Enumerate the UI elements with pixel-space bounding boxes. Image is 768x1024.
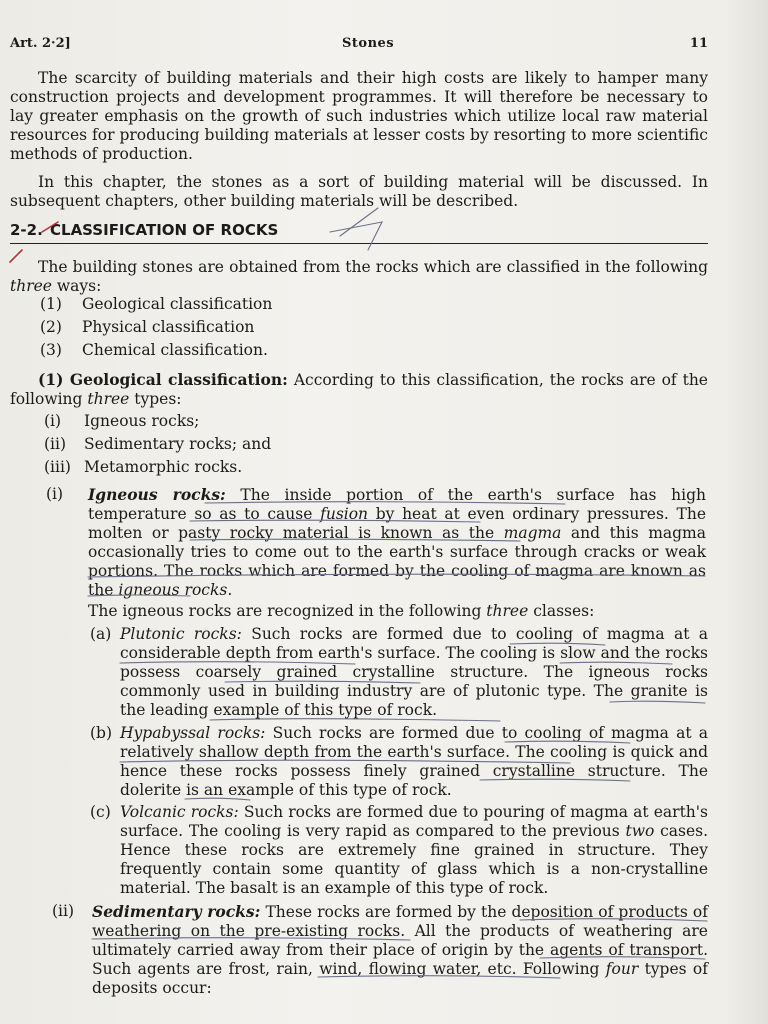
- pencil-underline: [88, 574, 705, 577]
- pencil-underline: [225, 681, 420, 683]
- pencil-underline: [205, 502, 565, 504]
- volcanic-paragraph: Volcanic rocks: Such rocks are formed due to pouring of magma at earth's surface. The cooling is very rapid as compared to the previous two cases. Hence these rocks are extremely fine grained in structure. They frequently contain some quantity of glass which is a non-crystalline material. The basalt is an example of this type of rock.: [120, 803, 708, 897]
- list-item: (i) Igneous rocks;: [44, 412, 200, 430]
- section-number: 2-2.: [10, 221, 43, 239]
- intro-paragraph-1: The scarcity of building materials and their high costs are likely to hamper many construction projects and development programmes. It will therefore be necessary to lay greater emphasis on the growth of such industries which utilize local raw material resources for producing building materials at lesser costs by resorting to more scientific methods of production.: [10, 69, 708, 163]
- red-check-mark: [10, 250, 22, 262]
- igneous-classes-intro: The igneous rocks are recognized in the following three classes:: [88, 602, 595, 620]
- list-item: (iii) Metamorphic rocks.: [44, 458, 243, 476]
- pencil-underlines: [88, 208, 707, 978]
- pencil-underline: [88, 595, 190, 596]
- pencil-underline: [92, 938, 410, 940]
- pencil-underline: [505, 741, 630, 743]
- igneous-number: (i): [46, 485, 64, 503]
- pencil-underline: [185, 798, 250, 800]
- pencil-underline: [210, 719, 500, 721]
- geological-paragraph: (1) Geological classification: According to this classification, the rocks are of the following three types:: [10, 370, 708, 408]
- plutonic-paragraph: Plutonic rocks: Such rocks are formed due to cooling of magma at a considerable depth from earth's surface. The cooling is slow and the rocks possess coarsely grained crystalline structure. The igneous rocks commonly used in building industry are of plutonic type. The granite is the leading example of this type of rock.: [120, 625, 708, 719]
- pencil-arrow-line: [340, 208, 378, 236]
- section-title: CLASSIFICATION OF ROCKS: [50, 221, 279, 239]
- header-chapter: Stones: [342, 36, 395, 51]
- list-item: (3) Chemical classification.: [40, 341, 268, 359]
- intro-paragraph-2: In this chapter, the stones as a sort of building material will be discussed. In subsequent chapters, other building materials will be described.: [10, 173, 708, 210]
- pencil-underline: [480, 779, 630, 781]
- pencil-arrow-head: [330, 222, 382, 250]
- sedimentary-number: (ii): [52, 902, 75, 920]
- hypabyssal-paragraph: Hypabyssal rocks: Such rocks are formed due to cooling of magma at a relatively shallow depth from the earth's surface. The cooling is quick and hence these rocks possess finely grained crystalline structure. The dolerite is an example of this type of rock.: [120, 724, 708, 799]
- classification-intro: The building stones are obtained from the rocks which are classified in the following three ways:: [10, 258, 708, 295]
- class-number: (b): [90, 724, 113, 742]
- igneous-paragraph: Igneous rocks: The inside portion of the earth's surface has high temperature so as to cause fusion by heat at even ordinary pressures. The molten or pasty rocky material is known as the magma and this magma occasionally tries to come out to the earth's surface through cracks or weak portions. The rocks which are formed by the cooling of magma are known as the igneous rocks.: [88, 485, 706, 599]
- page-number: 11: [689, 36, 708, 51]
- list-item: (ii) Sedimentary rocks; and: [44, 435, 272, 453]
- pencil-underline: [540, 957, 705, 959]
- pencil-underline: [318, 976, 560, 978]
- red-pen-marks: [10, 222, 58, 262]
- class-number: (a): [90, 625, 112, 643]
- pencil-underline: [120, 760, 570, 763]
- red-slash-mark: [42, 222, 58, 232]
- pencil-underline: [520, 919, 707, 921]
- class-number: (c): [90, 803, 111, 821]
- pencil-underline: [190, 520, 480, 522]
- sedimentary-paragraph: Sedimentary rocks: These rocks are formed by the deposition of products of weathering on the pre-existing rocks. All the products of weathering are ultimately carried away from their place of origin by the agents of transport. Such agents are frost, rain, wind, flowing water, etc. Following four types of deposits occur:: [92, 902, 708, 997]
- list-item: (1) Geological classification: [40, 295, 273, 313]
- list-item: (2) Physical classification: [40, 318, 255, 336]
- pencil-underline: [610, 701, 705, 703]
- header-article: Art. 2·2]: [10, 36, 71, 51]
- pencil-underline: [120, 662, 355, 664]
- pencil-underline: [560, 662, 672, 664]
- pencil-underline: [510, 643, 605, 645]
- pencil-underline: [190, 539, 520, 541]
